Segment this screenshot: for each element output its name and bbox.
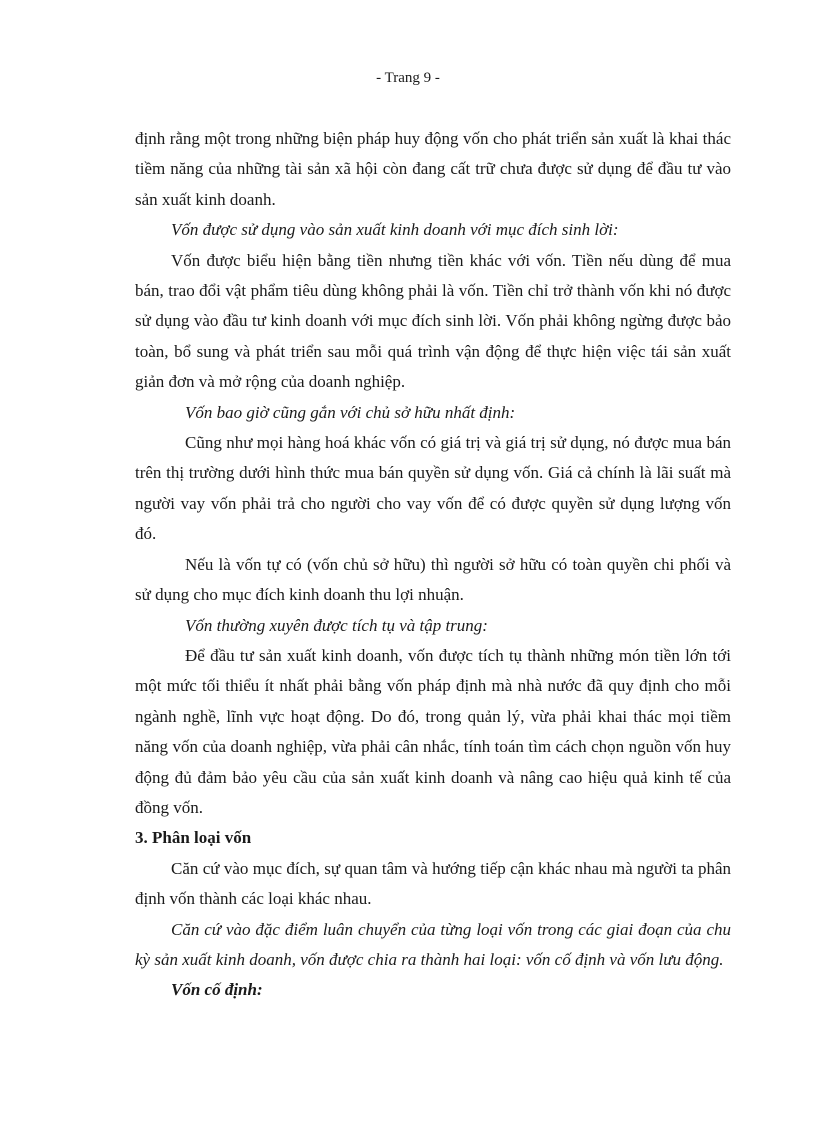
subheading-accumulation: Vốn thường xuyên được tích tụ và tập trung: xyxy=(185,615,488,635)
paragraph-circulation-basis: Căn cứ vào đặc điểm luân chuyển của từng loại vốn trong các giai đoạn của chu kỳ sản xuất kinh doanh, vốn được chia ra thành hai loại: vốn cố định và vốn lưu động. xyxy=(135,919,731,969)
paragraph-accumulation: Để đầu tư sản xuất kinh doanh, vốn được tích tụ thành những món tiền lớn tới một mức tối thiểu ít nhất phải bằng vốn pháp định mà nhà nước đã quy định cho mỗi ngành nghề, lĩnh vực hoạt động. Do đó, trong quản lý, vừa phải khai thác mọi tiềm năng vốn của doanh nghiệp, vừa phải cân nhắc, tính toán tìm cách chọn nguồn vốn huy động đủ đảm bảo yêu cầu của sản xuất kinh doanh và nâng cao hiệu quả kinh tế của đồng vốn. xyxy=(135,645,731,817)
subheading-ownership: Vốn bao giờ cũng gắn với chủ sở hữu nhất định: xyxy=(185,402,516,422)
paragraph-capital-goods: Cũng như mọi hàng hoá khác vốn có giá trị và giá trị sử dụng, nó được mua bán trên thị trường dưới hình thức mua bán quyền sử dụng vốn. Giá cả chính là lãi suất mà người vay vốn phải trả cho người cho vay vốn để có được quyền sử dụng lượng vốn đó. xyxy=(135,433,731,544)
subheading-fixed-capital: Vốn cố định: xyxy=(171,980,263,1000)
paragraph-money-vs-capital: Vốn được biểu hiện bằng tiền nhưng tiền khác với vốn. Tiền nếu dùng để mua bán, trao đổi vật phẩm tiêu dùng không phải là vốn. Tiền chỉ trở thành vốn khi nó được sử dụng vào đầu tư kinh doanh với mục đích sinh lời. Vốn phải không ngừng được bảo toàn, bổ sung và phát triển sau mỗi quá trình vận động để thực hiện việc tái sản xuất giản đơn và mở rộng của doanh nghiệp. xyxy=(135,250,731,392)
paragraph-continuation: định rằng một trong những biện pháp huy động vốn cho phát triển sản xuất là khai thác tiềm năng của những tài sản xã hội còn đang cất trữ chưa được sử dụng để đầu tư vào sản xuất kinh doanh. xyxy=(135,129,731,209)
page-content xyxy=(135,124,731,1006)
section-heading-capital-classification: 3. Phân loại vốn xyxy=(135,828,252,848)
subheading-profit-purpose: Vốn được sử dụng vào sản xuất kinh doanh với mục đích sinh lời: xyxy=(171,220,619,240)
paragraph-classification-basis: Căn cứ vào mục đích, sự quan tâm và hướng tiếp cận khác nhau mà người ta phân định vốn thành các loại khác nhau. xyxy=(135,858,731,909)
paragraph-own-capital: Nếu là vốn tự có (vốn chủ sở hữu) thì người sở hữu có toàn quyền chi phối và sử dụng cho mục đích kinh doanh thu lợi nhuận. xyxy=(135,554,731,605)
page-number-header: - Trang 9 - xyxy=(376,70,440,86)
